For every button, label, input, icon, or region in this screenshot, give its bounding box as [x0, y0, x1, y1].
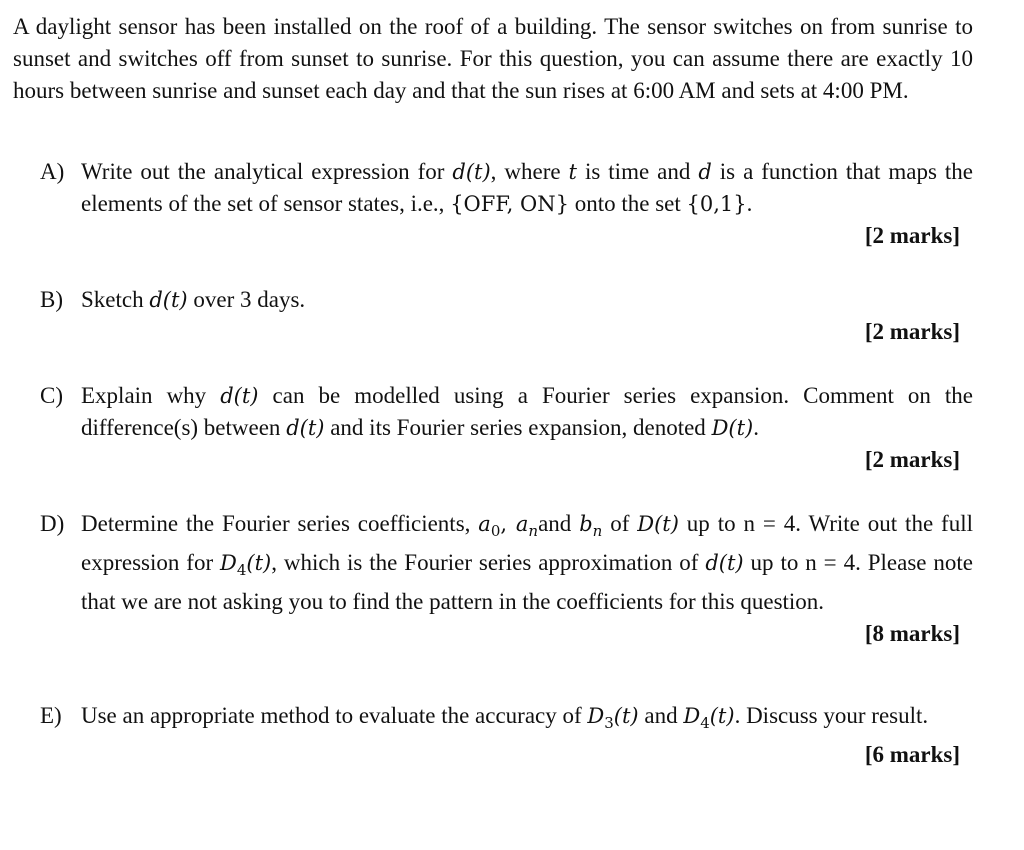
math-d-of-t: d(t) [286, 416, 325, 440]
math-D3-of-t: $D_3(t)$ [587, 704, 639, 732]
math-t: t [568, 160, 577, 184]
math-an: $a_n$ [515, 512, 539, 540]
marks-label: [8 marks] [864, 621, 960, 646]
question-text: Determine the Fourier series coefficients, $a_0$, $a_nand$ $b_n$ of D(t) up to n = 4. Write out the full expression for $D_4(t)$, which is the Fourier series approximation of d(t) up to n = 4. Please note that we are not asking you to find the pattern in the coefficients for this question. [81, 511, 974, 614]
question-e [40, 700, 973, 771]
question-c [40, 380, 973, 476]
question-label: A) [40, 159, 65, 184]
math-D4-of-t: $D_4(t)$ [683, 704, 735, 732]
question-b [40, 284, 973, 348]
marks-label: [2 marks] [864, 447, 960, 472]
intro-paragraph: A daylight sensor has been installed on the roof of a building. The sensor switches on from sunrise to sunset and switches off from sunset to sunrise. For this question, you can assume there are exactly 10 hours between sunrise and sunset each day and that the sun rises at 6:00 AM and sets at 4:00 PM. [13, 14, 973, 103]
math-state-set: {OFF, ON} [450, 192, 569, 216]
question-text: Use an appropriate method to evaluate the accuracy of $D_3(t)$ and $D_4(t)$. Discuss your result. [81, 703, 929, 732]
marks-label: [6 marks] [864, 742, 960, 767]
question-label: B) [40, 287, 63, 312]
math-d-of-t: d(t) [149, 288, 188, 312]
question-d [40, 508, 973, 650]
math-d-of-t: d(t) [220, 384, 259, 408]
marks-label: [2 marks] [864, 319, 960, 344]
math-D4-of-t: $D_4(t)$ [220, 551, 272, 579]
question-text: Explain why d(t) can be modelled using a Fourier series expansion. Comment on the difference(s) between d(t) and its Fourier series expansion, denoted D(t). [81, 383, 973, 440]
math-d-of-t: d(t) [705, 551, 744, 575]
math-D-of-t: D(t) [711, 416, 754, 440]
math-binary-set: {0,1} [686, 192, 747, 216]
question-label: D) [40, 511, 65, 536]
question-label: C) [40, 383, 63, 408]
question-text: Write out the analytical expression for d(t), where t is time and d is a function that maps the elements of the set of sensor states, i.e., {OFF, ON} onto the set {0,1}. [81, 159, 973, 216]
math-D-of-t: D(t) [637, 512, 679, 536]
math-a0: $a_0$ [478, 512, 501, 540]
math-d-of-t: d(t) [452, 160, 491, 184]
math-d: d [698, 160, 712, 184]
question-text: Sketch d(t) over 3 days. [81, 287, 306, 312]
question-a [40, 156, 973, 252]
marks-label: [2 marks] [864, 223, 960, 248]
math-bn: $b_n$ [579, 512, 603, 540]
question-label: E) [40, 703, 62, 728]
